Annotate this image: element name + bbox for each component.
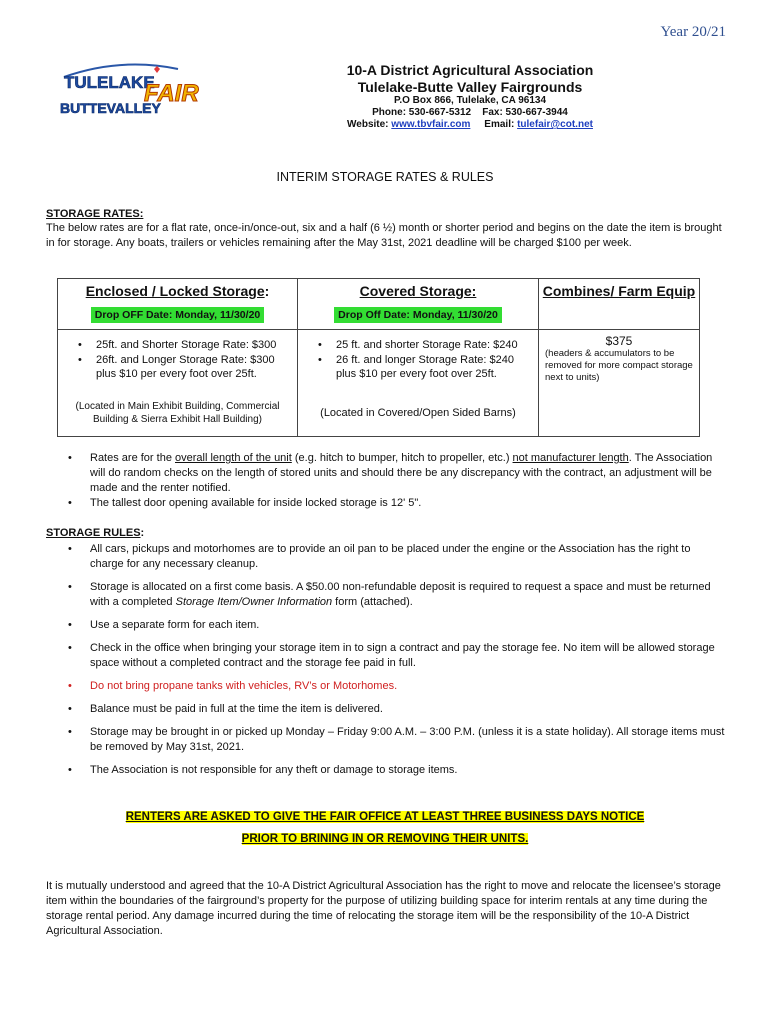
logo-text-buttevalley: BUTTEVALLEY <box>60 100 161 116</box>
combines-body <box>539 330 700 437</box>
address: P.O Box 866, Tulelake, CA 96134 <box>393 95 547 106</box>
covered-body <box>298 330 539 437</box>
combines-title: Combines/ Farm Equip <box>542 283 696 299</box>
list-item: • Use a separate form for each item. <box>46 618 726 633</box>
email-label: Email: <box>484 119 515 130</box>
rates-heading: STORAGE RATES: <box>46 208 144 220</box>
list-item: • 26ft. and Longer Storage Rate: $300 plus $10 per every foot over 25ft. <box>74 353 289 382</box>
rules-list <box>46 542 726 778</box>
website-link[interactable]: www.tbvfair.com <box>391 119 471 130</box>
enclosed-title: Enclosed / Locked Storage <box>85 283 265 299</box>
fairgrounds-name: Tulelake-Butte Valley Fairgrounds <box>357 79 583 95</box>
enclosed-body <box>58 330 298 437</box>
list-item: • 26 ft. and longer Storage Rate: $240 plus $10 per every foot over 25ft. <box>314 353 530 382</box>
covered-location: (Located in Covered/Open Sided Barns) <box>320 406 516 419</box>
fair-logo <box>56 55 199 130</box>
logo-text-tulelake: TULELAKE <box>64 73 155 92</box>
fax: Fax: 530-667-3944 <box>482 107 568 118</box>
list-item: • Do not bring propane tanks with vehicles, RV’s or Motorhomes. <box>46 679 726 694</box>
rates-intro: The below rates are for a flat rate, once-in/once-out, six and a half (6 ½) month or shorter period and begins on the date the item is brought in for storage. Any boats, trailers or vehicles remaining after the May 31st, 2021 deadline will be charged $100 per week. <box>46 222 722 249</box>
phone-fax <box>300 107 640 118</box>
logo-text-fair: FAIR <box>144 80 199 107</box>
page-title: INTERIM STORAGE RATES & RULES <box>276 170 494 184</box>
enclosed-location: (Located in Main Exhibit Building, Commercial Building & Sierra Exhibit Hall Building) <box>75 400 280 425</box>
rates-table <box>57 278 700 437</box>
enclosed-header: Enclosed / Locked Storage: Drop OFF Date: Monday, 11/30/20 <box>58 279 298 330</box>
closing-paragraph: It is mutually understood and agreed that the 10-A District Agricultural Association has the right to move and relocate the licensee’s storage item within the boundaries of the fairground’s property for the purpose of utilizing building space for interim rentals at any time during the storage rental period. Any damage incurred during the time of relocating the storage item will be the responsibility of the 10-A District Agricultural Association. <box>46 880 721 937</box>
combines-note: (headers & accumulators to be removed for more compact storage next to units) <box>545 348 693 383</box>
org-name: 10-A District Agricultural Association <box>346 62 594 78</box>
covered-dropoff: Drop Off Date: Monday, 11/30/20 <box>334 307 502 323</box>
list-item: • The tallest door opening available for inside locked storage is 12' 5". <box>46 496 726 511</box>
covered-header <box>298 279 539 330</box>
list-item: • 25ft. and Shorter Storage Rate: $300 <box>74 338 289 353</box>
notice-banner-line2: PRIOR TO BRINING IN OR REMOVING THEIR UNITS. <box>241 833 529 845</box>
list-item: • The Association is not responsible for any theft or damage to storage items. <box>46 763 726 778</box>
notice-banner-line1: RENTERS ARE ASKED TO GIVE THE FAIR OFFICE AT LEAST THREE BUSINESS DAYS NOTICE <box>125 811 645 823</box>
email-link[interactable]: tulefair@cot.net <box>517 119 593 130</box>
list-item: • Storage is allocated on a first come basis. A $50.00 non-refundable deposit is required to request a space and must be returned with a completed Storage Item/Owner Information form (attached). <box>46 580 726 610</box>
list-item: • 25 ft. and shorter Storage Rate: $240 <box>314 338 530 353</box>
list-item: • Rates are for the overall length of the unit (e.g. hitch to bumper, hitch to propeller, etc.) not manufacturer length. The Association will do random checks on the length of stored units and should there be any discrepancy with the contract, an adjustment will be made and the renter notified. <box>46 451 726 496</box>
list-item: • Check in the office when bringing your storage item in to sign a contract and pay the storage fee. No item will be allowed storage space without a completed contract and the storage fee paid in full. <box>46 641 726 671</box>
contact-links <box>300 119 640 130</box>
combines-header <box>539 279 700 330</box>
website-label: Website: <box>347 119 389 130</box>
list-item: • All cars, pickups and motorhomes are to provide an oil pan to be placed under the engine or the Association has the right to charge for any necessary cleanup. <box>46 542 726 572</box>
rate-notes <box>46 451 726 511</box>
list-item: • Balance must be paid in full at the time the item is delivered. <box>46 702 726 717</box>
covered-title: Covered Storage: <box>359 283 477 299</box>
year-label: Year 20/21 <box>660 24 726 40</box>
rules-heading: STORAGE RULES: <box>46 527 145 539</box>
phone: Phone: 530-667-5312 <box>372 107 472 118</box>
combines-price: $375 <box>605 334 633 348</box>
list-item: • Storage may be brought in or picked up Monday – Friday 9:00 A.M. – 3:00 P.M. (unless it is a state holiday). All storage items must be removed by May 31st, 2021. <box>46 725 726 755</box>
enclosed-dropoff: Drop OFF Date: Monday, 11/30/20 <box>91 307 265 323</box>
